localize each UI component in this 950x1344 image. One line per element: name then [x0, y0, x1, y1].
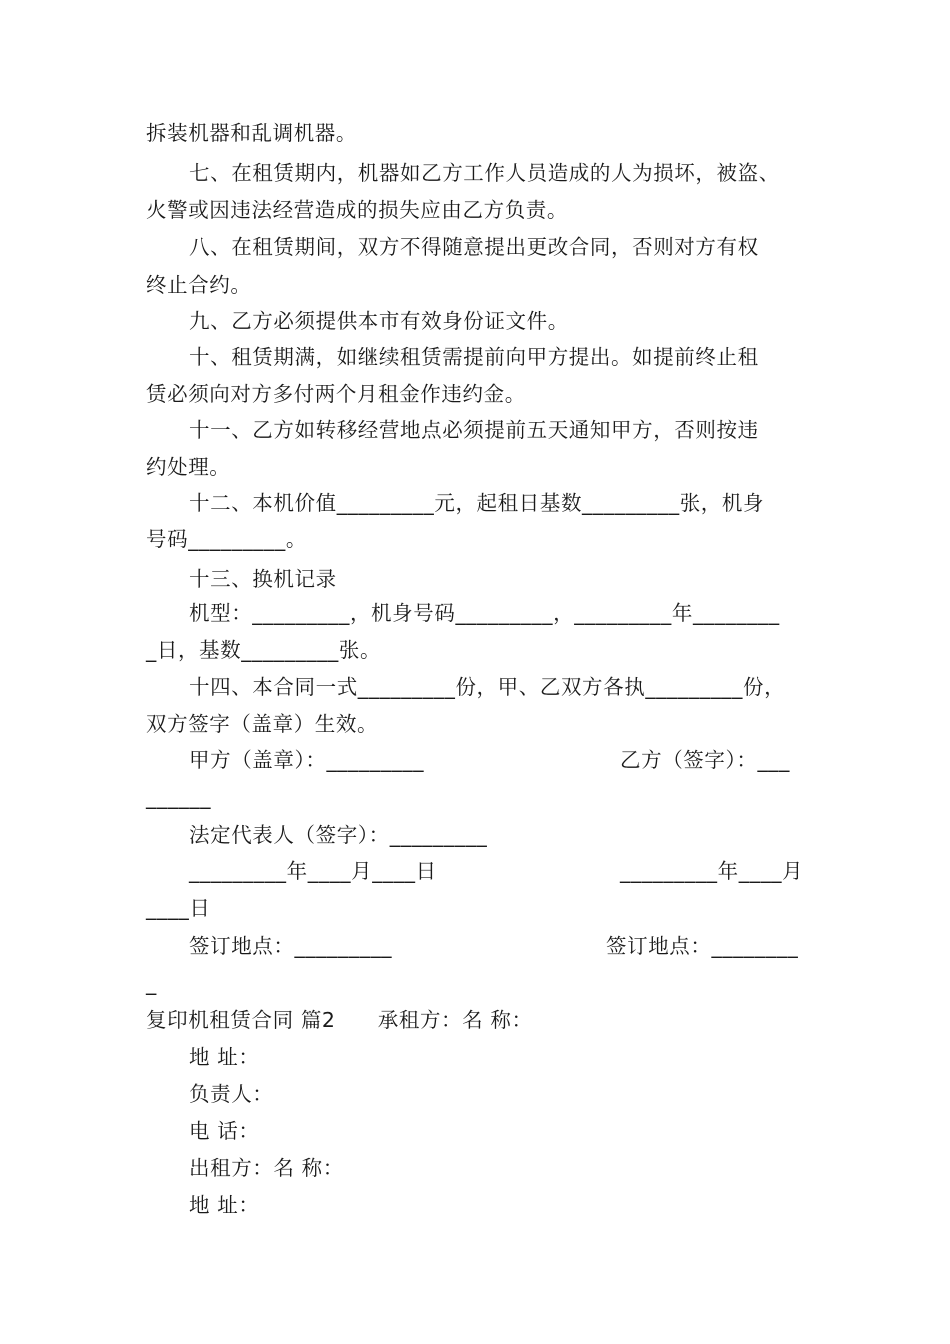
lessee-contact-person: 负责人：	[189, 1082, 274, 1106]
clause-11: 十一、乙方如转移经营地点必须提前五天通知甲方，否则按违	[189, 418, 759, 442]
clause-12: 十二、本机价值_________元，起租日基数_________张，机身	[189, 491, 765, 515]
text-line: 双方签字（盖章）生效。	[146, 712, 379, 736]
machine-record-line: 机型：_________，机身号码_________，_________年________	[189, 601, 780, 625]
clause-9: 九、乙方必须提供本市有效身份证文件。	[189, 309, 569, 333]
text-line: _日，基数_________张。	[146, 638, 382, 662]
text-line: 号码_________。	[146, 527, 307, 551]
section-heading: 复印机租赁合同 篇2 承租方：名 称：	[146, 1008, 533, 1032]
text-line: 约处理。	[146, 455, 231, 479]
clause-13: 十三、换机记录	[189, 567, 337, 591]
party-b-signature: 乙方（签字）：___	[620, 748, 790, 772]
lessor-address: 地 址：	[189, 1193, 260, 1217]
lessee-phone: 电 话：	[189, 1119, 260, 1143]
text-line: 终止合约。	[146, 273, 252, 297]
text-line: _	[146, 971, 157, 995]
party-a-sign-place: 签订地点：_________	[189, 934, 393, 958]
text-line: 拆装机器和乱调机器。	[146, 121, 357, 145]
party-a-seal: 甲方（盖章）：_________	[189, 748, 425, 772]
clause-8: 八、在租赁期间，双方不得随意提出更改合同，否则对方有权	[189, 235, 759, 259]
lessee-address: 地 址：	[189, 1045, 260, 1069]
lessor-name: 出租方：名 称：	[189, 1156, 344, 1180]
clause-14: 十四、本合同一式_________份，甲、乙双方各执_________份，	[189, 675, 786, 699]
text-line: 赁必须向对方多付两个月租金作违约金。	[146, 382, 526, 406]
text-line: ______	[146, 785, 212, 809]
clause-7: 七、在租赁期内，机器如乙方工作人员造成的人为损坏，被盗、	[189, 161, 780, 185]
text-line: 火警或因违法经营造成的损失应由乙方负责。	[146, 198, 568, 222]
text-line: ____日	[146, 896, 211, 920]
clause-10: 十、租赁期满，如继续租赁需提前向甲方提出。如提前终止租	[189, 345, 759, 369]
party-a-date: _________年____月____日	[189, 859, 437, 883]
legal-representative: 法定代表人（签字）：_________	[189, 823, 488, 847]
party-b-sign-place: 签订地点：________	[606, 934, 799, 958]
party-b-date: _________年____月	[620, 859, 804, 883]
